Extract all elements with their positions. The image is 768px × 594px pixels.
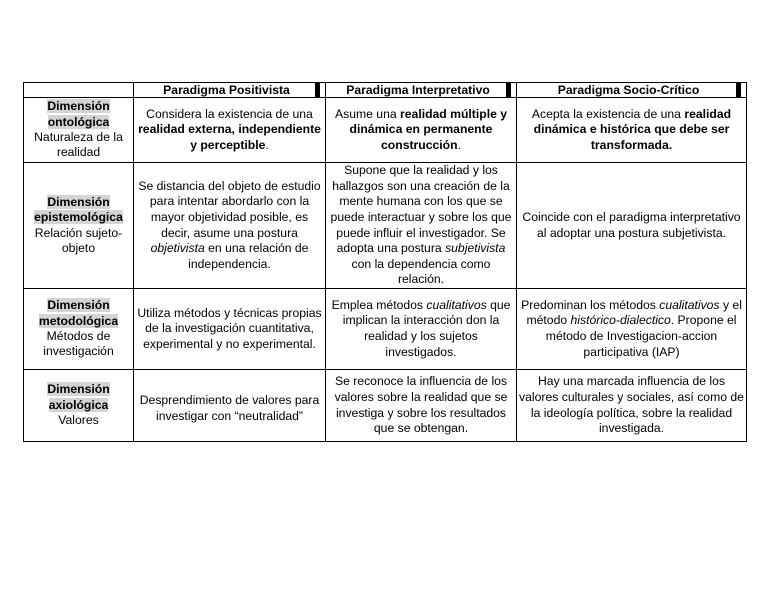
italic-text: cualitativos: [426, 297, 487, 312]
dimension-cell: [24, 98, 134, 163]
dimension-subtitle: Métodos de investigación: [43, 329, 114, 359]
emphasis-text: realidad dinámica e histórica que debe ser transformada.: [533, 106, 732, 152]
cell-text: . Propone el método de Investigacion-accion participativa (IAP): [545, 313, 737, 359]
cell-socio-critico: Coincide con el paradigma interpretativo al adoptar una postura subjetivista.: [517, 163, 747, 289]
cell-socio-critico: [517, 98, 747, 163]
cell-interpretativo: Se reconoce la influencia de los valores sobre la realidad que se investiga y sobre los resultados que se obtengan.: [326, 370, 517, 442]
cell-text: Supone que la realidad y los hallazgos son una creación de la mente humana con los que se puede interactuar y sobre los que puede influir el investigador. Se adopta una postura: [330, 163, 512, 256]
cell-text: .: [457, 137, 461, 152]
dimension-title: Dimensión metodológica: [38, 298, 119, 328]
dimension-title: Dimensión axiológica: [47, 382, 110, 412]
dimension-subtitle: Naturaleza de la realidad: [34, 130, 123, 160]
italic-text: histórico-dialectico: [570, 313, 671, 328]
cell-text: en una relación de independencia.: [188, 241, 309, 271]
cell-positivista: [134, 98, 326, 163]
emphasis-text: realidad externa, independiente y perceptible: [138, 122, 321, 152]
italic-text: objetivista: [150, 241, 205, 256]
dimension-subtitle: Valores: [58, 413, 99, 428]
cell-text: Emplea métodos: [331, 297, 427, 312]
dimension-cell: [24, 289, 134, 370]
cell-interpretativo: [326, 98, 517, 163]
dimension-cell: [24, 370, 134, 442]
cell-positivista: Utiliza métodos y técnicas propias de la investigación cuantitativa, experimental y no experimental.: [134, 289, 326, 370]
cell-interpretativo: [326, 289, 517, 370]
header-socio-critico: Paradigma Socio-Crítico: [517, 83, 747, 98]
dimension-title: Dimensión epistemológica: [34, 194, 123, 225]
header-positivista: Paradigma Positivista: [134, 83, 326, 98]
cell-text: Considera la existencia de una: [146, 106, 313, 121]
cell-positivista: [134, 163, 326, 289]
cell-text: con la dependencia como relación.: [351, 256, 491, 287]
emphasis-text: realidad múltiple y dinámica en permanente construcción: [349, 106, 508, 152]
cell-text: Acepta la existencia de una: [531, 106, 685, 121]
dimension-cell: [24, 163, 134, 289]
table-row: [24, 370, 747, 442]
header-interpretativo: Paradigma Interpretativo: [326, 83, 517, 98]
cell-text: Predominan los métodos: [521, 297, 660, 312]
table-row: [24, 289, 747, 370]
header-corner-cell: [24, 83, 134, 98]
italic-text: subjetivista: [445, 241, 506, 256]
cell-text: que implican la interacción don la realidad y los sujetos investigados.: [342, 297, 511, 359]
cell-text: y el método: [526, 297, 742, 328]
dimension-title: Dimensión ontológica: [47, 99, 110, 129]
table-row: [24, 98, 747, 163]
cell-positivista: Desprendimiento de valores para investigar con “neutralidad”: [134, 370, 326, 442]
cell-socio-critico: [517, 289, 747, 370]
cell-text: .: [265, 137, 269, 152]
italic-text: cualitativos: [659, 297, 720, 312]
cell-socio-critico: Hay una marcada influencia de los valores culturales y sociales, así como de la ideología política, sobre la realidad investigada.: [517, 370, 747, 442]
cell-interpretativo: [326, 163, 517, 289]
dimension-subtitle: Relación sujeto-objeto: [34, 225, 123, 255]
cell-text: Se distancia del objeto de estudio para intentar abordarlo con la mayor objetividad posible, es decir, asume una postura: [138, 178, 321, 240]
header-row: [24, 83, 747, 98]
table-row: [24, 163, 747, 289]
paradigm-comparison-table: [23, 82, 747, 442]
cell-text: Asume una: [334, 106, 401, 121]
